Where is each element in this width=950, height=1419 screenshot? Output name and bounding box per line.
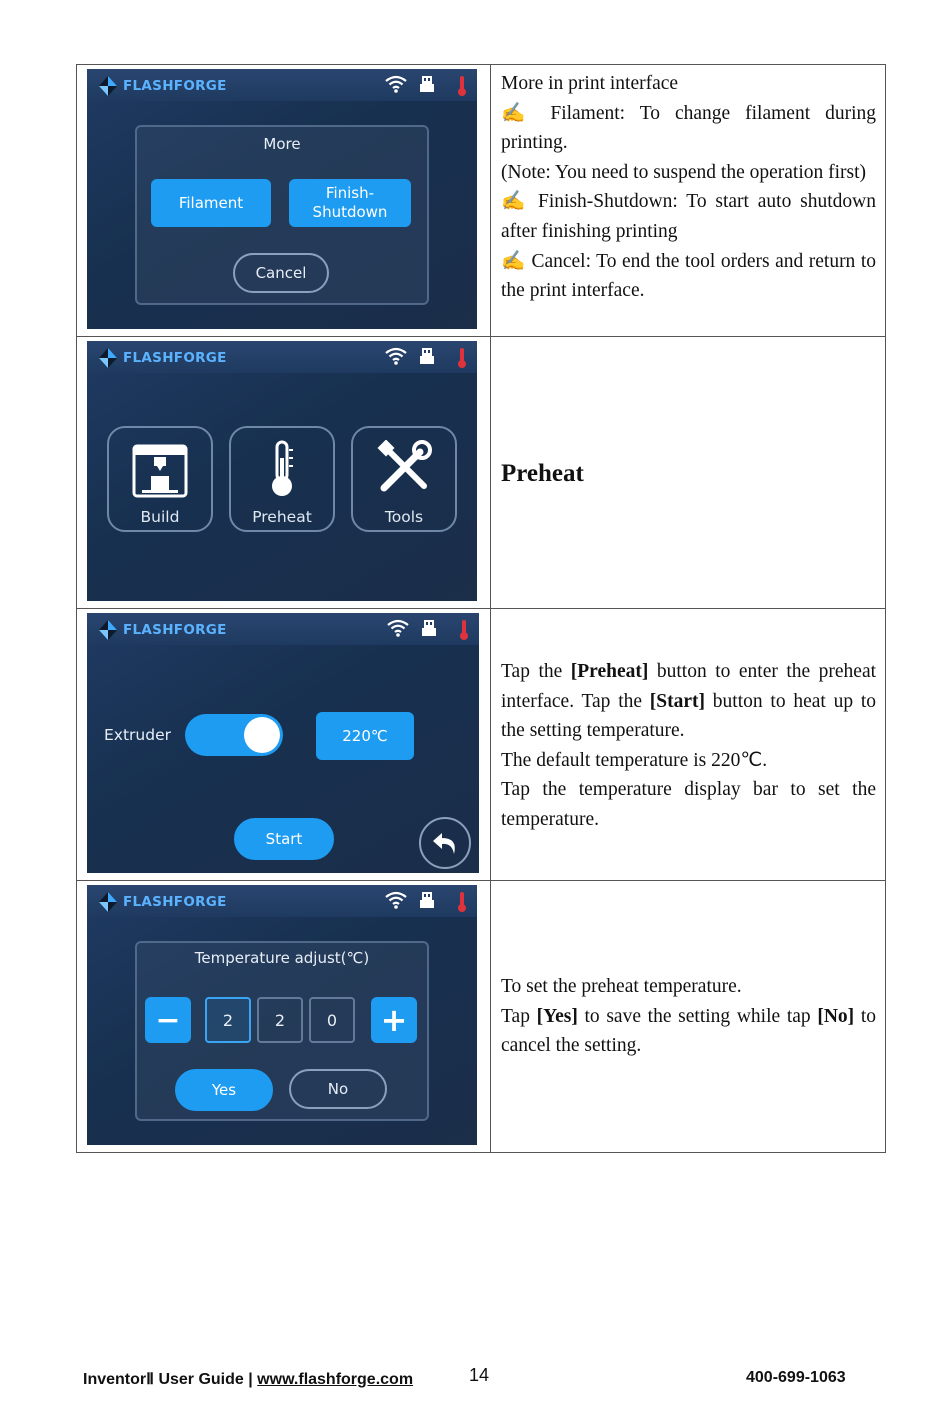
digit-field[interactable]: 0 [309, 997, 355, 1043]
table-row [77, 881, 886, 1153]
more-screen [87, 69, 477, 329]
screenshot-cell [77, 881, 491, 1153]
flashforge-logo-icon [97, 619, 119, 641]
wifi-icon [387, 619, 409, 637]
yes-no-instructions: Tap [Yes] to save the setting while tap [No] to cancel the setting. [501, 1005, 877, 1057]
wifi-icon [385, 347, 407, 365]
thermometer-icon [459, 619, 469, 641]
yes-button[interactable]: Yes [175, 1069, 273, 1111]
cancel-button[interactable]: Cancel [233, 253, 329, 293]
page-number: 14 [469, 1365, 490, 1385]
flashforge-logo: FLASHFORGE [97, 75, 227, 97]
usb-icon [419, 75, 435, 93]
digit-field[interactable]: 2 [205, 997, 251, 1043]
dialog-title: More [263, 135, 301, 153]
footer-guide: InventorⅡ User Guide | www.flashforge.com [83, 1371, 414, 1388]
temperature-adjust-dialog [135, 941, 429, 1121]
thermometer-icon [457, 75, 467, 97]
thermometer-icon [231, 440, 333, 498]
preheat-screen [87, 613, 479, 873]
temperature-display-button[interactable]: 220℃ [316, 712, 414, 760]
screenshot-cell [77, 65, 491, 337]
toggle-knob [244, 717, 280, 753]
decrease-button[interactable]: − [145, 997, 191, 1043]
start-button[interactable]: Start [234, 818, 334, 860]
screen-header [87, 69, 477, 101]
increase-button[interactable]: + [371, 997, 417, 1043]
flashforge-logo: FLASHFORGE [97, 891, 227, 913]
preheat-menu-card[interactable]: Preheat [229, 426, 335, 532]
screen-header [87, 341, 477, 373]
extruder-toggle[interactable] [185, 714, 283, 756]
pencil-bullet-icon: ✍ [501, 102, 536, 124]
filament-description: ✍ Filament: To change filament during printing. [501, 102, 877, 154]
description-cell [491, 65, 886, 337]
build-menu-card[interactable]: Build [107, 426, 213, 532]
flashforge-logo: FLASHFORGE [97, 347, 227, 369]
preheat-instructions: Tap the [Preheat] button to enter the preheat interface. Tap the [Start] button to heat up to the setting temperature. [501, 661, 877, 742]
flashforge-logo-icon [97, 347, 119, 369]
manual-table [76, 64, 886, 1153]
footer-phone: 400-699-1063 [746, 1369, 846, 1386]
screenshot-cell [77, 609, 491, 881]
wifi-icon [385, 75, 407, 93]
back-arrow-icon [430, 829, 460, 857]
printer-icon [109, 440, 211, 498]
usb-icon [421, 619, 437, 637]
wifi-icon [385, 891, 407, 909]
screen-header [87, 613, 479, 645]
tap-display-text: Tap the temperature display bar to set the temperature. [501, 779, 876, 830]
website-link[interactable]: www.flashforge.com [257, 1371, 414, 1388]
more-dialog [135, 125, 429, 305]
table-row [77, 609, 886, 881]
thermometer-icon [457, 891, 467, 913]
tools-menu-card[interactable]: Tools [351, 426, 457, 532]
screen-header [87, 885, 477, 917]
table-row [77, 65, 886, 337]
finish-shutdown-button[interactable]: Finish- Shutdown [289, 179, 411, 227]
pencil-bullet-icon: ✍ [501, 250, 526, 272]
back-button[interactable] [419, 817, 471, 869]
digit-field[interactable]: 2 [257, 997, 303, 1043]
no-button[interactable]: No [289, 1069, 387, 1109]
default-temperature-text: The default temperature is 220℃. [501, 749, 768, 771]
table-row [77, 337, 886, 609]
dialog-title: Temperature adjust(℃) [194, 949, 370, 967]
cancel-description: ✍ Cancel: To end the tool orders and return to the print interface. [501, 250, 876, 302]
note-text: (Note: You need to suspend the operation first) [501, 161, 867, 183]
extruder-label: Extruder [104, 726, 171, 744]
usb-icon [419, 891, 435, 909]
temperature-adjust-screen [87, 885, 477, 1145]
flashforge-logo: FLASHFORGE [97, 619, 227, 641]
pencil-bullet-icon: ✍ [501, 191, 530, 213]
more-intro: More in print interface [501, 73, 679, 94]
description-cell [491, 609, 886, 881]
flashforge-logo-icon [97, 891, 119, 913]
finish-description: ✍ Finish-Shutdown: To start auto shutdown after finishing printing [501, 191, 876, 242]
home-screen [87, 341, 477, 601]
description-cell [491, 881, 886, 1153]
screenshot-cell [77, 337, 491, 609]
set-preheat-text: To set the preheat temperature. [501, 976, 742, 997]
flashforge-logo-icon [97, 75, 119, 97]
thermometer-icon [457, 347, 467, 369]
tools-icon [353, 440, 455, 496]
preheat-heading: Preheat [501, 460, 584, 487]
filament-button[interactable]: Filament [151, 179, 271, 227]
description-cell [491, 337, 886, 609]
usb-icon [419, 347, 435, 365]
